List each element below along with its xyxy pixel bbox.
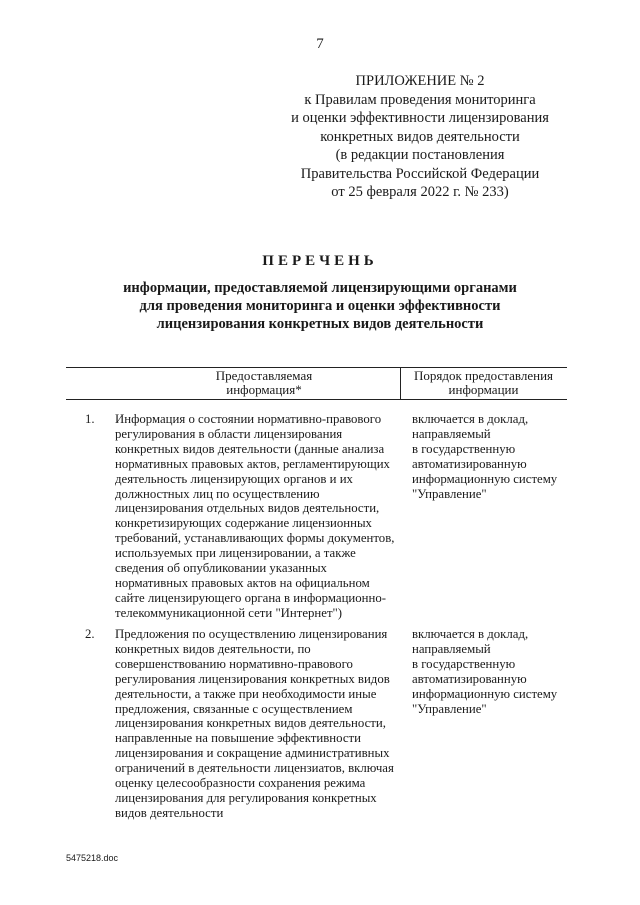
header-order — [400, 369, 567, 397]
row-text-line: предложения, связанные с осуществлением — [115, 701, 353, 716]
header-info-line: информация* — [226, 382, 302, 397]
header-order-line: информации — [448, 382, 519, 397]
row-text-line: лицензирования и сокращение административных — [115, 746, 390, 761]
subtitle-line: лицензирования конкретных видов деятельности — [156, 316, 484, 332]
row-text-line: лицензирования для регулирования конкретных — [115, 790, 377, 805]
row-info-text — [115, 627, 405, 821]
row-text-line: Информация о состоянии нормативно-правового — [115, 412, 382, 426]
appendix-line: конкретных видов деятельности — [320, 128, 520, 145]
appendix-line: от 25 февраля 2022 г. № 233) — [331, 184, 509, 200]
row-order-line: "Управление" — [412, 701, 487, 716]
row-text-line: Предложения по осуществлению лицензирования — [115, 627, 388, 641]
document-title: ПЕРЕЧЕНЬ — [262, 253, 378, 269]
row-text-line: конкретных видов деятельности, по — [115, 641, 311, 656]
row-order-line: в государственную — [412, 656, 516, 671]
row-order-line: включается в доклад, — [412, 412, 529, 426]
header-order-line: Порядок предоставления — [413, 368, 554, 383]
row-text-line: должностных лиц по осуществлению — [115, 486, 320, 501]
document-subtitle — [0, 279, 640, 333]
info-table — [66, 367, 567, 820]
appendix-line: и оценки эффективности лицензирования — [291, 110, 549, 126]
row-text-line: сведения об опубликовании указанных — [115, 561, 327, 576]
row-order-line: "Управление" — [412, 486, 487, 501]
row-text-line: сайте лицензирующего органа в информационно- — [115, 590, 387, 605]
header-info-line: Предоставляемая — [215, 368, 313, 383]
row-text-line: оценку целесообразности сохранения режима — [115, 776, 366, 791]
row-order-line: направляемый — [412, 641, 491, 656]
row-text-line: ограничений в деятельности лицензиатов, включая — [115, 761, 394, 776]
row-text-line: регулирования лицензирования конкретных видов — [115, 671, 390, 686]
appendix-header — [270, 72, 570, 202]
row-number: 2. — [85, 627, 95, 641]
row-order-line: в государственную — [412, 441, 516, 456]
table-header — [66, 367, 567, 400]
row-order-line: направляемый — [412, 426, 491, 441]
row-text-line: направленные на повышение эффективности — [115, 731, 361, 746]
page-number: 7 — [316, 36, 324, 52]
row-order-line: информационную систему — [412, 686, 558, 701]
row-order-text — [412, 627, 567, 716]
row-text-line: деятельности, а также при необходимости иные — [115, 686, 377, 701]
row-text-line: используемых при лицензировании, а также — [115, 546, 356, 561]
subtitle-line: для проведения мониторинга и оценки эффективности — [139, 298, 501, 314]
row-text-line: телекоммуникационной сети "Интернет") — [115, 605, 343, 620]
row-order-text — [412, 412, 567, 501]
row-text-line: требований, устанавливающих формы документов, — [115, 531, 395, 546]
row-order-line: автоматизированную — [412, 671, 527, 686]
row-text-line: совершенствованию нормативно-правового — [115, 656, 353, 671]
row-text-line: лицензирования отдельных видов деятельности, — [115, 501, 380, 516]
row-text-line: лицензирования конкретных видов деятельности, — [115, 716, 386, 731]
appendix-line: ПРИЛОЖЕНИЕ № 2 — [355, 73, 485, 89]
row-text-line: нормативных правовых актов на официальном — [115, 575, 370, 590]
row-order-line: информационную систему — [412, 471, 558, 486]
row-info-text — [115, 412, 405, 621]
row-text-line: конкретизирующих содержание лицензионных — [115, 516, 372, 531]
row-text-line: нормативных правовых актов, регламентирующих — [115, 456, 390, 471]
row-text-line: видов деятельности — [115, 805, 224, 820]
appendix-line: (в редакции постановления — [335, 147, 505, 163]
row-text-line: регулирования в области лицензирования — [115, 426, 343, 441]
row-order-line: автоматизированную — [412, 456, 527, 471]
appendix-line: к Правилам проведения мониторинга — [304, 91, 536, 108]
header-info — [162, 369, 366, 397]
appendix-line: Правительства Российской Федерации — [300, 165, 540, 182]
row-order-line: включается в доклад, — [412, 627, 529, 641]
row-number: 1. — [85, 412, 95, 426]
file-name-footer: 5475218.doc — [66, 853, 119, 863]
subtitle-line: информации, предоставляемой лицензирующими органами — [123, 280, 517, 296]
row-text-line: деятельность лицензирующих органов и их — [115, 471, 353, 486]
row-text-line: конкретных видов деятельности (данные анализа — [115, 441, 385, 456]
